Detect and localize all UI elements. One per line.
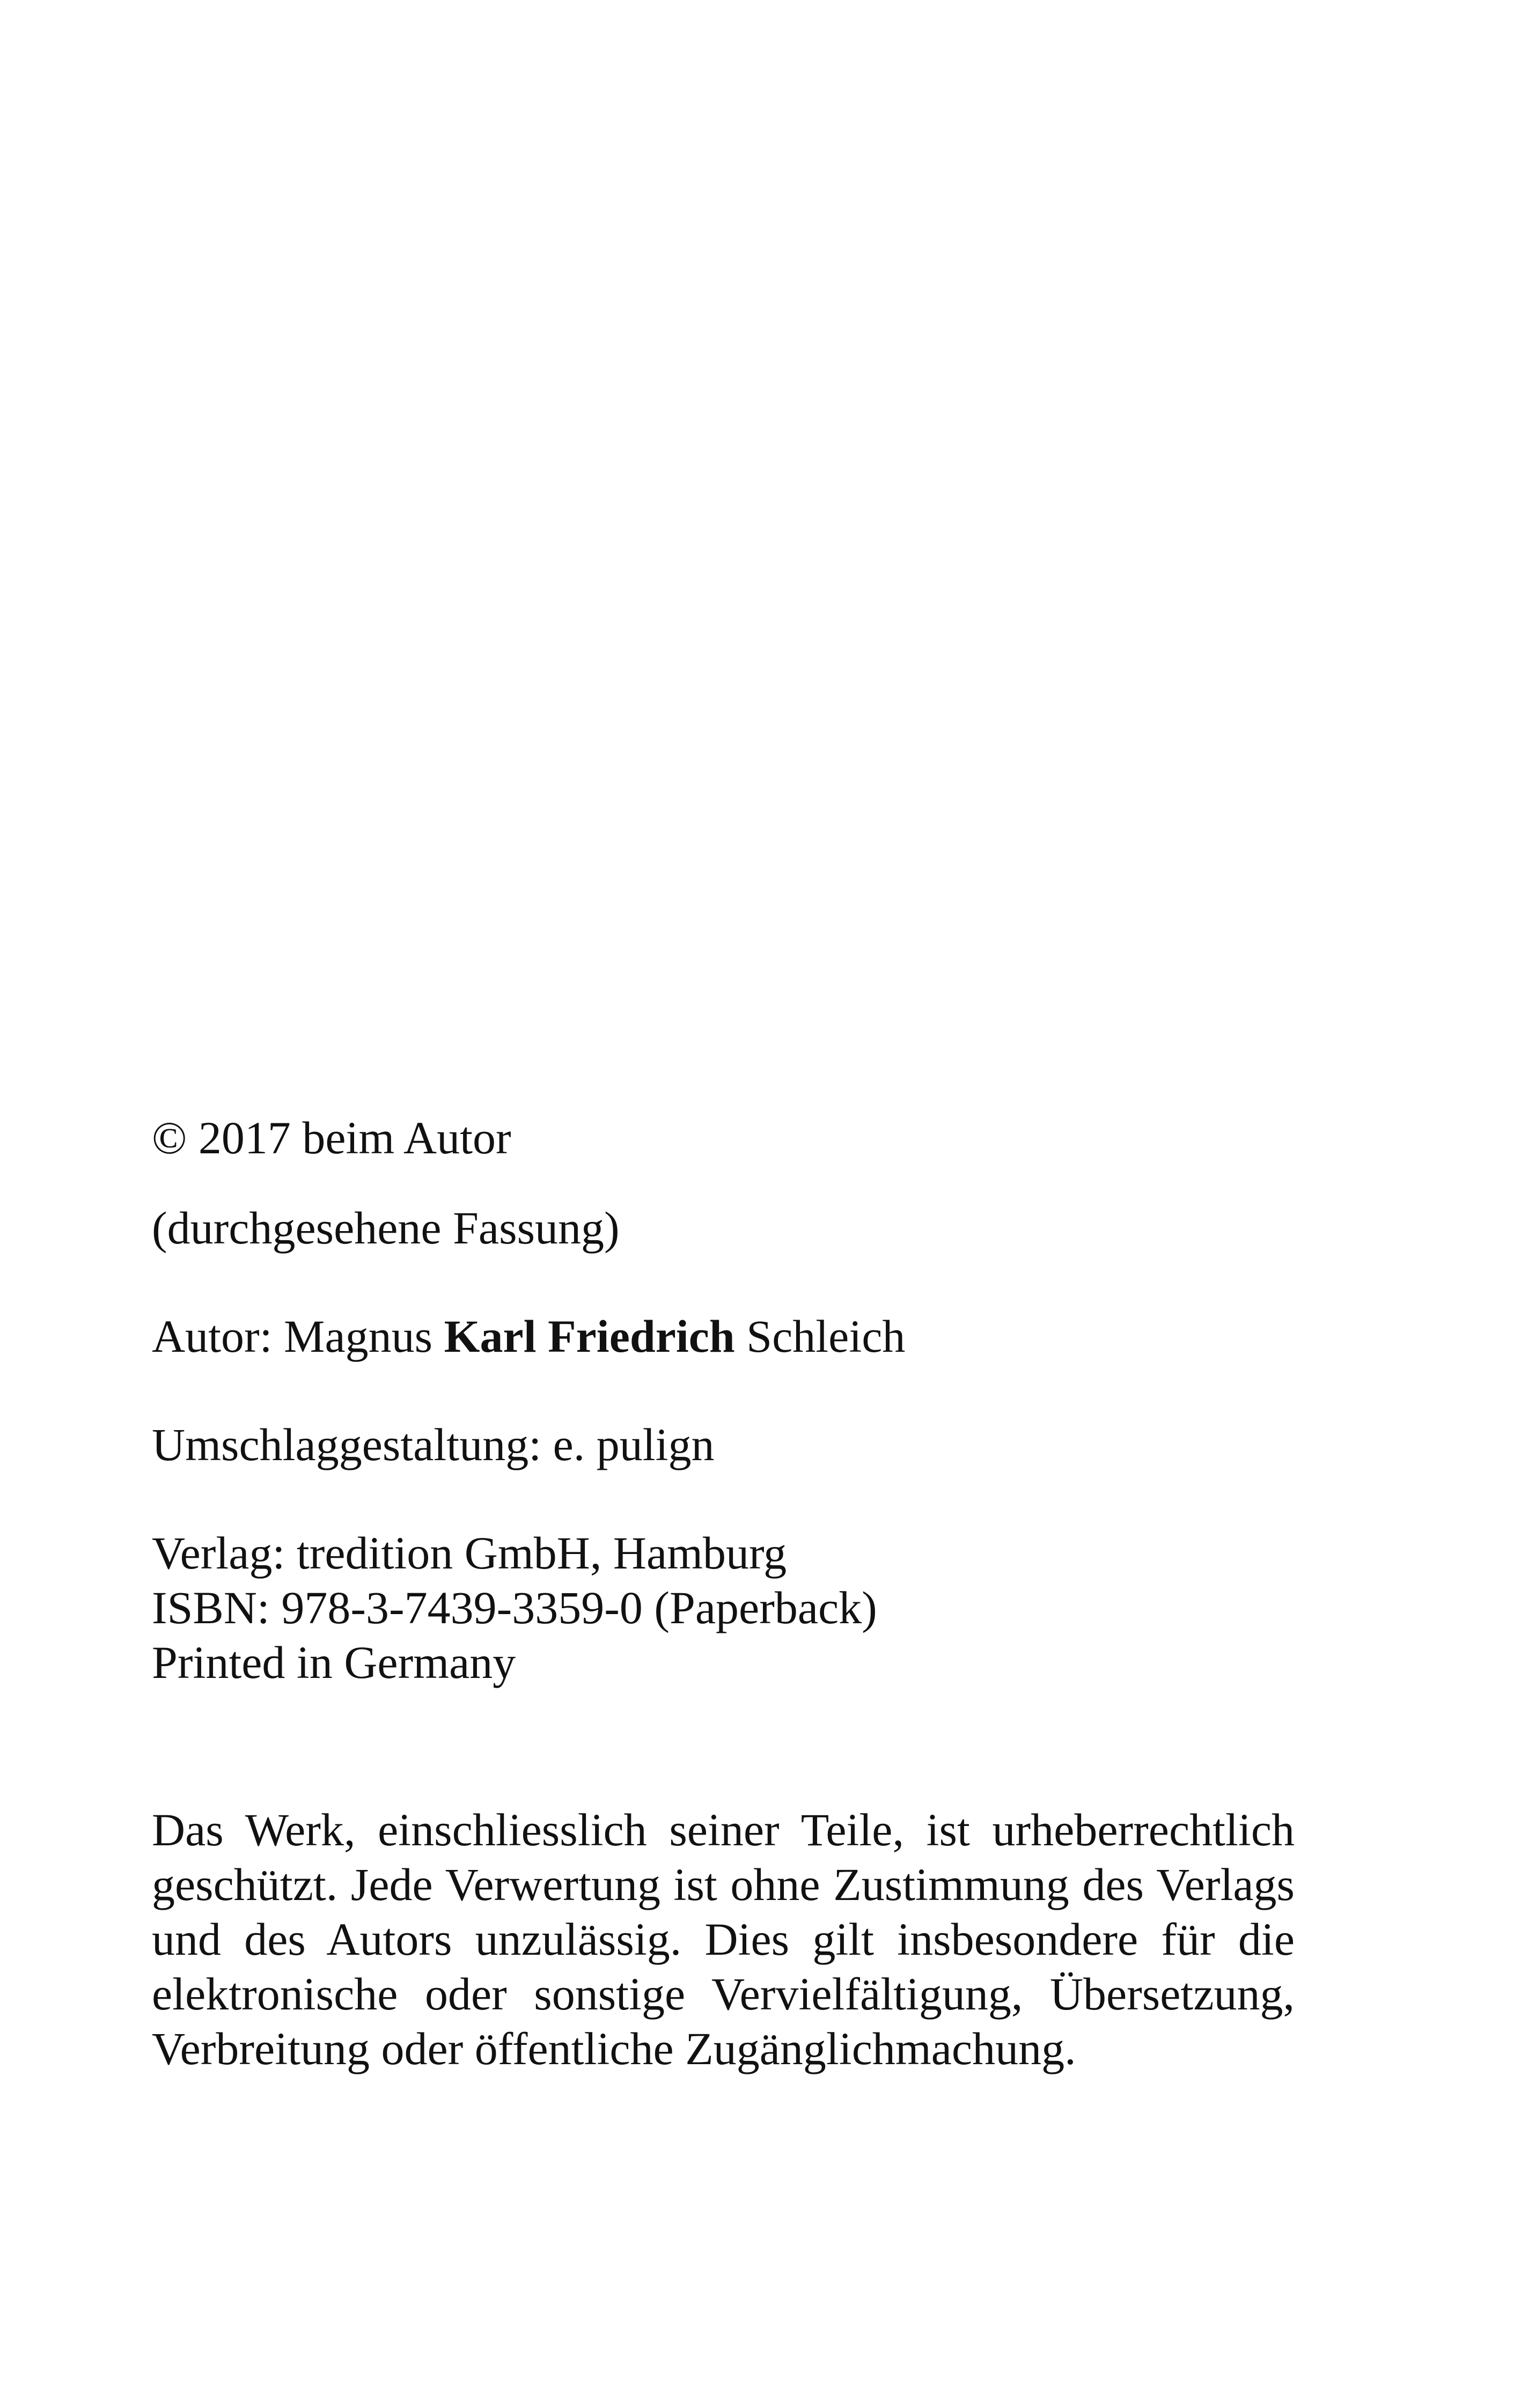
edition-line: (durchgesehene Fassung)	[152, 1202, 620, 1254]
copyright-line: © 2017 beim Autor	[152, 1112, 511, 1164]
printed-line: Printed in Germany	[152, 1637, 516, 1688]
publisher-line: Verlag: tredition GmbH, Hamburg	[152, 1527, 787, 1579]
legal-notice: Das Werk, einschliesslich seiner Teile, ist urheberrechtlich geschützt. Jede Verwertung ist ohne Zustimmung des Verlags und des Autors unzulässig. Dies gilt insbesondere für die elektronische oder sonstige Vervielfältigung, Übersetzung, Verbreitung oder öffentliche Zugänglichmachung.	[152, 1804, 1295, 2074]
author-line	[152, 1309, 1295, 1364]
author-prefix: Autor: Magnus	[152, 1310, 444, 1362]
author-bold-name: Karl Friedrich	[444, 1310, 735, 1362]
author-suffix: Schleich	[734, 1310, 906, 1362]
cover-design-line: Umschlaggestaltung: e. pulign	[152, 1419, 715, 1470]
imprint-block	[152, 1110, 1295, 2076]
isbn-line: ISBN: 978-3-7439-3359-0 (Paperback)	[152, 1582, 877, 1633]
